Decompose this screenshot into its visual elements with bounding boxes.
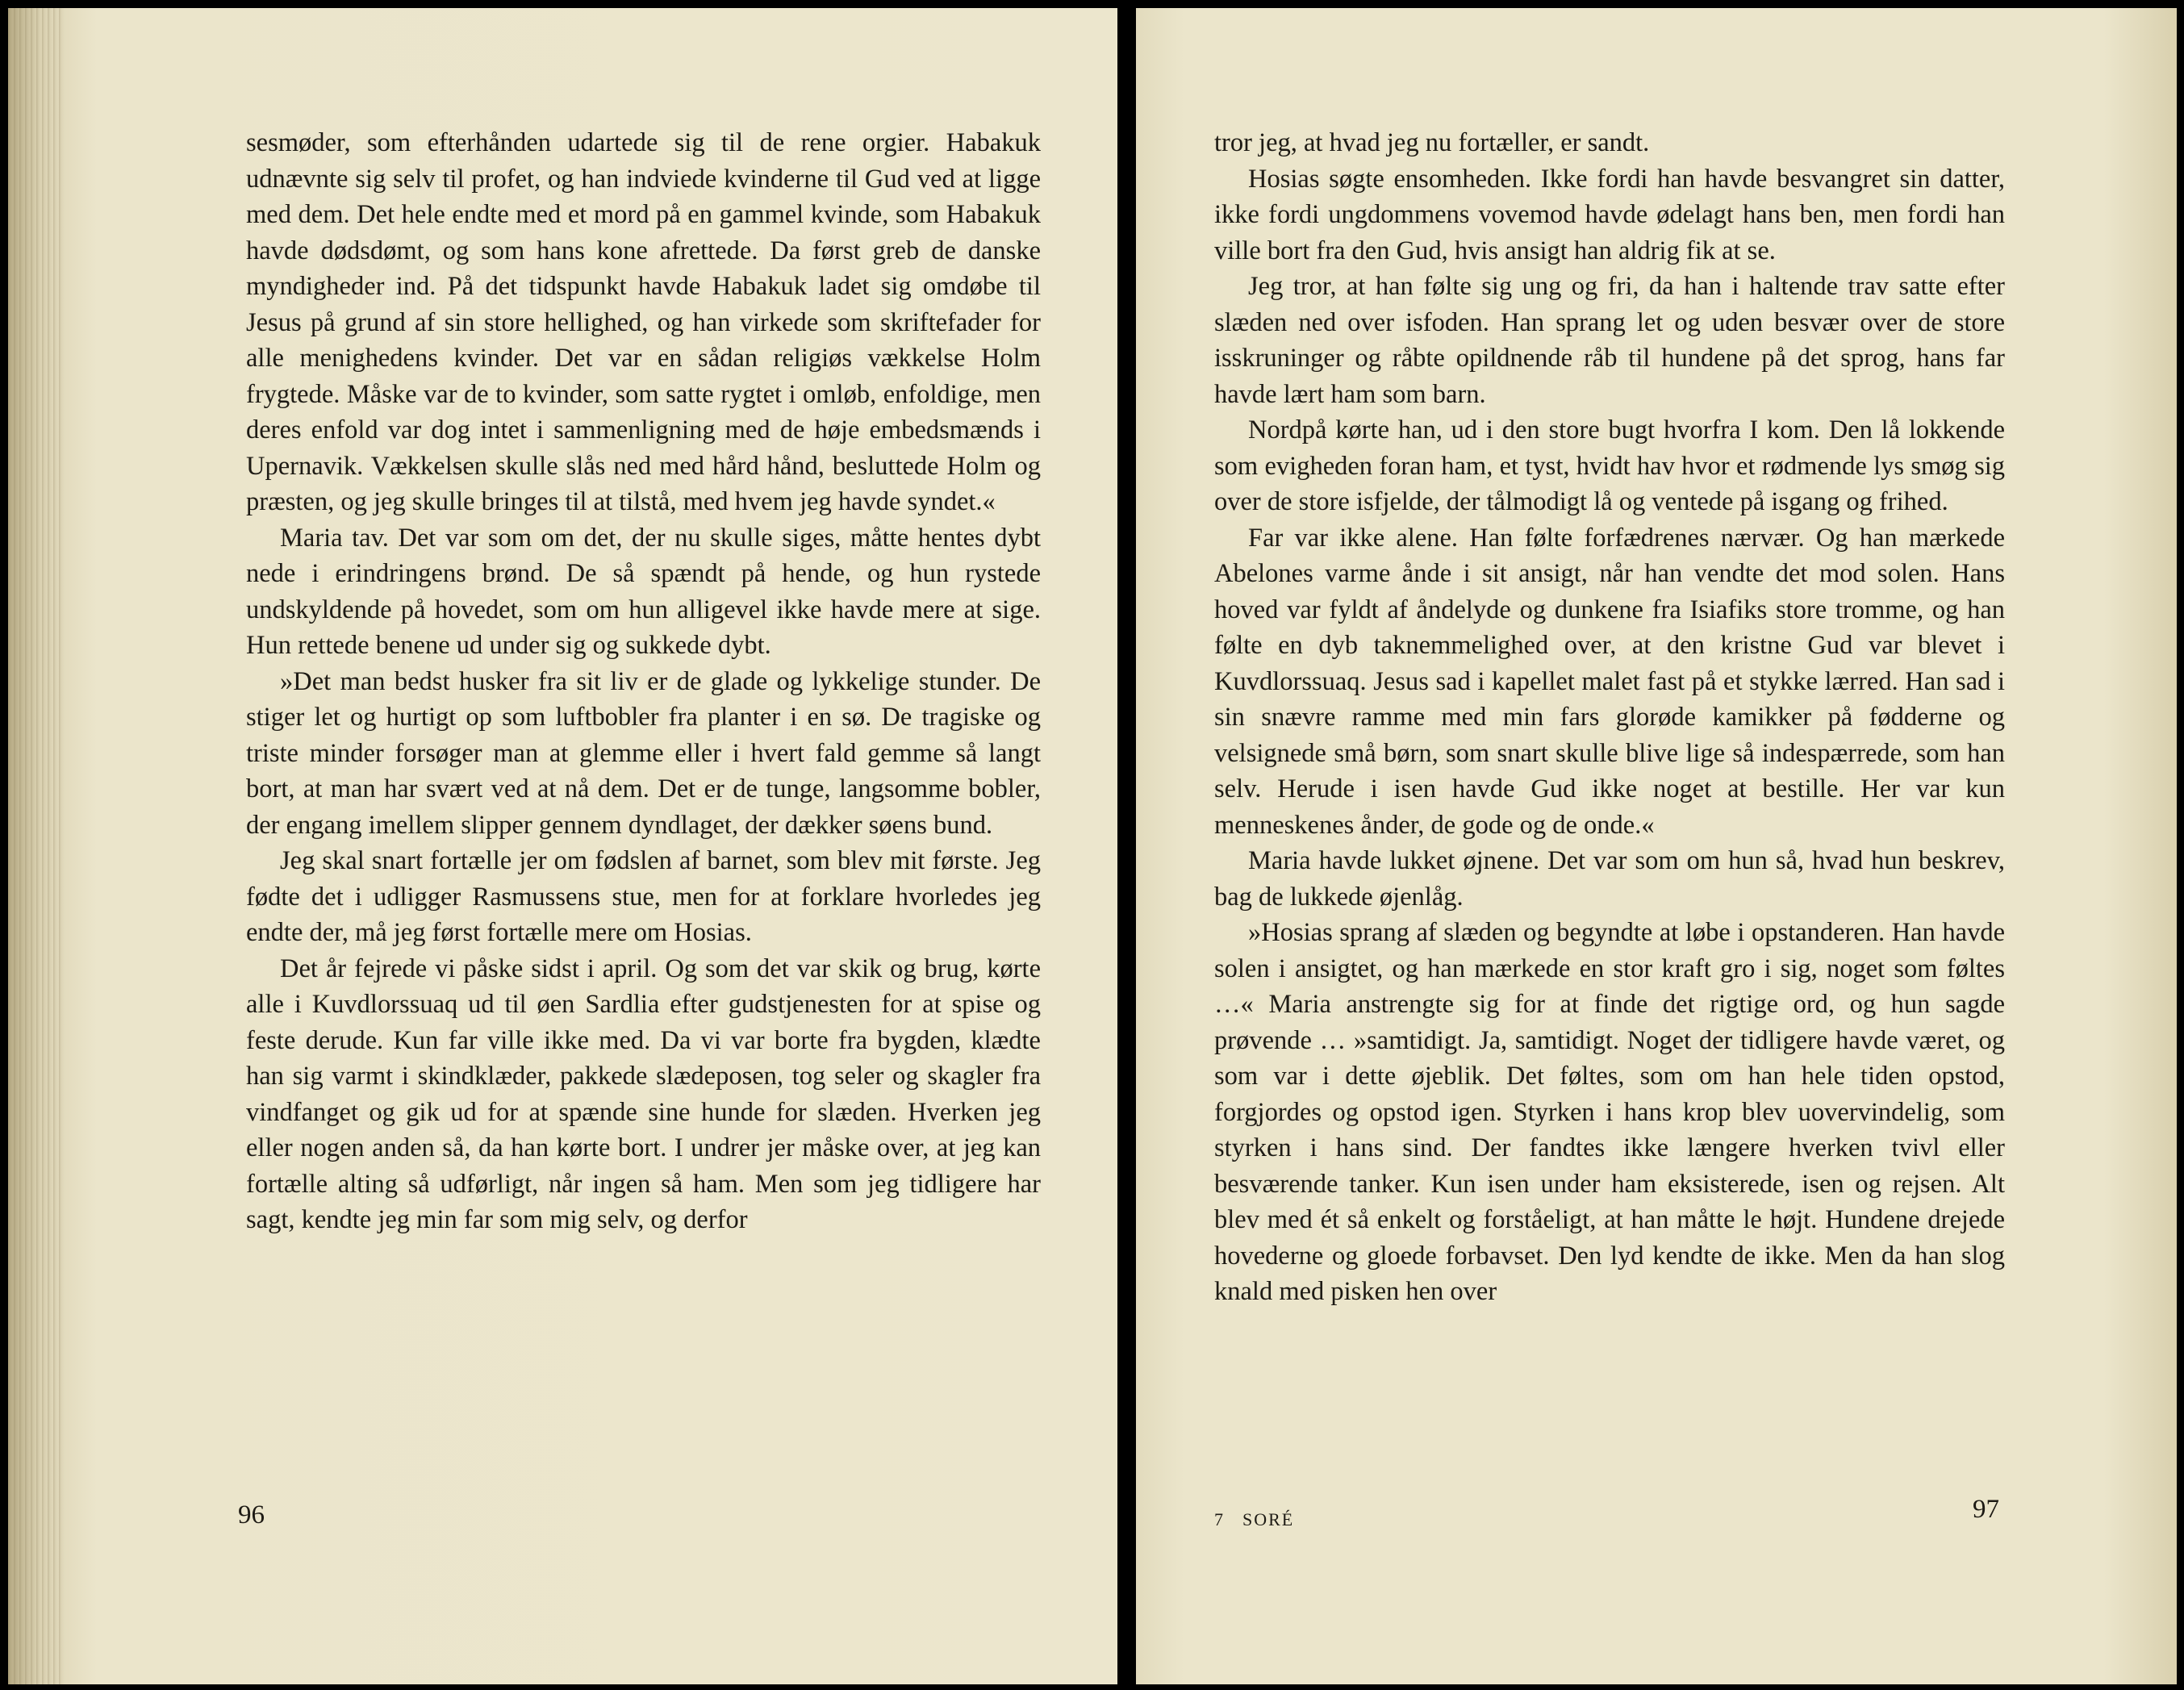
paragraph: Jeg skal snart fortælle jer om fødslen af barnet, som blev mit første. Jeg fødte det i udligger Rasmussens stue, men for at forklare hvorledes jeg endte der, må jeg først fortælle mere om Hosias. bbox=[246, 846, 1041, 947]
paragraph: tror jeg, at hvad jeg nu fortæller, er sandt. bbox=[1214, 128, 1650, 157]
right-page bbox=[1136, 8, 2177, 1684]
paragraph: Nordpå kørte han, ud i den store bugt hvorfra I kom. Den lå lokkende som evigheden foran ham, et tyst, hvidt hav hvor et rødmende lys smøg sig over de store isfjelde, der tålmodigt lå og ventede på isgang og frihed. bbox=[1214, 415, 2005, 516]
page-number: 97 bbox=[1973, 1495, 1999, 1524]
paragraph: sesmøder, som efterhånden udartede sig til de rene orgier. Habakuk udnævnte sig selv til profet, og han indviede kvinderne til Gud ved at ligge med dem. Det hele endte med et mord på en gammel kvinde, som Habakuk havde dødsdømt, og som hans kone afrettede. Da først greb de danske myndigheder ind. På det tidspunkt havde Habakuk ladet sig omdøbe til Jesus på grund af sin store hellighed, og han virkede som skriftefader for alle menighedens kvinder. Det var en sådan religiøs vækkelse Holm frygtede. Måske var de to kvinder, som satte rygtet i omløb, enfoldige, men deres enfold var dog intet i sammenligning med de høje embedsmænds i Upernavik. Vækkelsen skulle slås ned med hård hånd, besluttede Holm og præsten, og jeg skulle bringes til at tilstå, med hvem jeg havde syndet.« bbox=[246, 128, 1041, 516]
paragraph: Det år fejrede vi påske sidst i april. Og som det var skik og brug, kørte alle i Kuvdlorssuaq ud til øen Sardlia efter gudstjenesten for at spise og feste derude. Kun far ville ikke med. Da vi var borte fra bygden, klædte han sig varmt i skindklæder, pakkede slædeposen, tog seler og skagler fra vindfanget og gik ud for at spænde sine hunde for slæden. Hverken jeg eller nogen anden så, da han kørte bort. I undrer jer måske over, at jeg kan fortælle alting så udførligt, når ingen så ham. Men som jeg tidligere har sagt, kendte jeg min far som mig selv, og derfor bbox=[246, 953, 1041, 1234]
paragraph: Maria havde lukket øjnene. Det var som om hun så, hvad hun beskrev, bag de lukkede øjenlåg. bbox=[1214, 846, 2005, 912]
paragraph: »Det man bedst husker fra sit liv er de glade og lykkelige stunder. De stiger let og hurtigt op som luftbobler fra planter i en sø. De tragiske og triste minder forsøger man at glemme eller i hvert fald gemme så langt bort, at man har svært ved at nå dem. Det er de tunge, langsomme bobler, der engang imellem slipper gennem dyndlaget, der dækker søens bund. bbox=[246, 666, 1041, 840]
paragraph: »Hosias sprang af slæden og begyndte at løbe i opstanderen. Han havde solen i ansigtet, og han mærkede en stor kraft gro i sig, noget som føltes …« Maria anstrengte sig for at finde det rigtige ord, og hun sagde prøvende … »samtidigt. Ja, samtidigt. Noget der tidligere havde været, og som var i dette øjeblik. Det føltes, som om han hele tiden opstod, forgjordes og opstod igen. Styrken i hans krop blev uovervindelig, som styrken i hans sind. Der fandtes ikke længere hverken tvivl eller besværende tanker. Kun isen under ham eksisterede, isen og rejsen. Alt blev med ét så enkelt og forståeligt, at han måtte le højt. Hundene drejede hovederne og gloede forbavset. Den lyd kendte de ikke. Men da han slog knald med pisken hen over bbox=[1214, 918, 2005, 1306]
signature-number: 7 bbox=[1214, 1509, 1225, 1529]
paragraph: Far var ikke alene. Han følte forfædrenes nærvær. Og han mærkede Abelones varme ånde i sit ansigt, når han vendte det mod solen. Hans hoved var fyldt af åndelyde og dunkene fra Isiafiks store tromme, og han følte en dyb taknemmelighed over, at den kristne Gud var blevet i Kuvdlorssuaq. Jesus sad i kapellet malet fast på et stykke lærred. Han sad i sin snævre ramme med min fars glorøde kamikker på fødderne og velsignede små børn, som snart skulle blive lige så indespærrede, som han selv. Herude i isen havde Gud ikke noget at bestille. Her var kun menneskenes ånder, de gode og de onde.« bbox=[1214, 523, 2005, 840]
paragraph: Maria tav. Det var som om det, der nu skulle siges, måtte hentes dybt nede i erindringens brønd. De så spændt på hende, og hun rystede undskyldende på hovedet, som om hun alligevel ikke havde mere at sige. Hun rettede benene ud under sig og sukkede dybt. bbox=[246, 523, 1041, 660]
signature-mark bbox=[1214, 1509, 1312, 1530]
page-number: 96 bbox=[238, 1500, 265, 1529]
paragraph: Hosias søgte ensomheden. Ikke fordi han havde besvangret sin datter, ikke fordi ungdommens vovemod havde ødelagt hans ben, men fordi han ville bort fra den Gud, hvis ansigt han aldrig fik at se. bbox=[1214, 164, 2005, 265]
right-page-text bbox=[1214, 125, 2005, 1310]
page-edge-shadow bbox=[8, 8, 65, 1684]
left-page-text bbox=[246, 125, 1041, 1238]
paragraph: Jeg tror, at han følte sig ung og fri, da han i haltende trav satte efter slæden ned over isfoden. Han sprang let og uden besvær over de store isskruninger og råbte opildnende råb til hundene på det sprog, hans far havde lært ham som barn. bbox=[1214, 272, 2005, 409]
left-page bbox=[8, 8, 1117, 1684]
signature-title: SORÉ bbox=[1242, 1509, 1295, 1529]
